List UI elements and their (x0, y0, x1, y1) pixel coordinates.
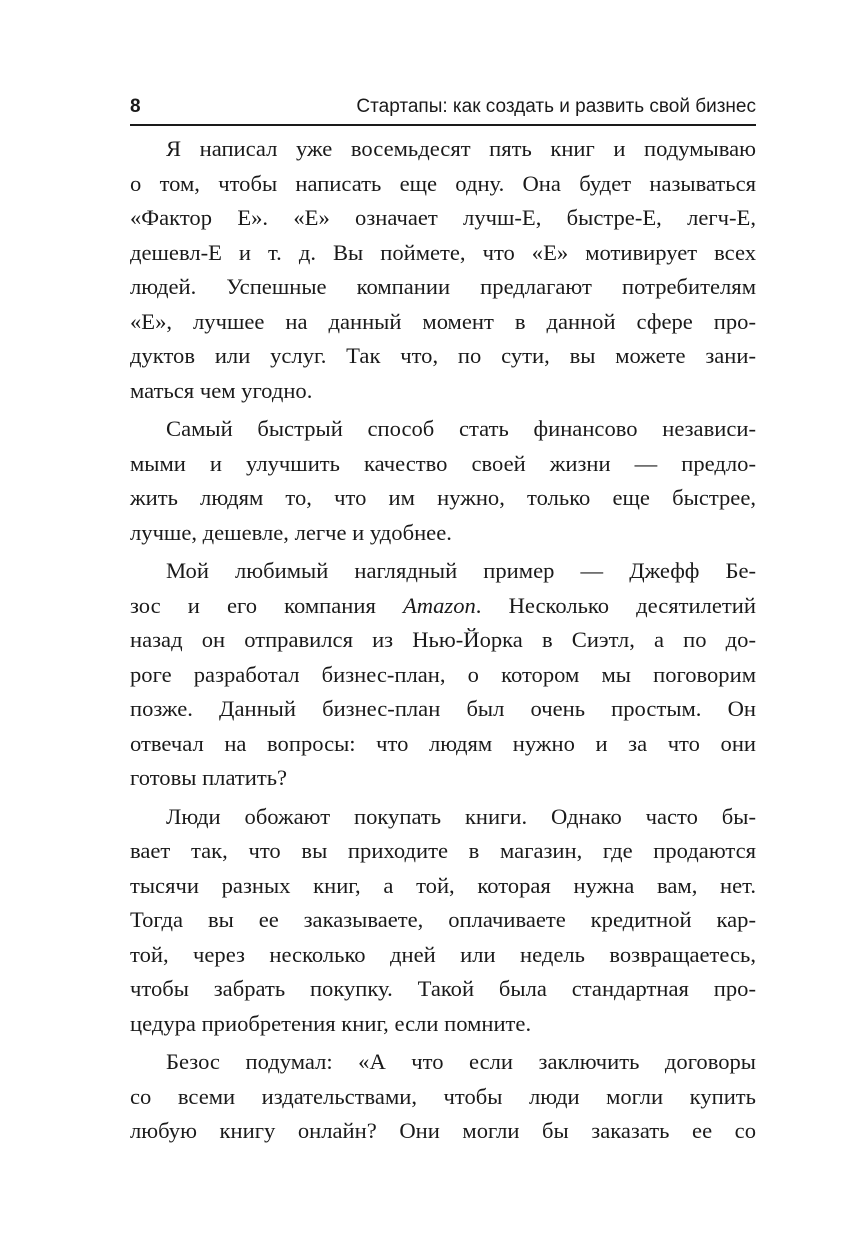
text-line: той, через несколько дней или недель возвращаетесь, (130, 941, 756, 967)
text-line: тысячи разных книг, а той, которая нужна вам, нет. (130, 872, 756, 898)
text-line: отвечал на вопросы: что людям нужно и за что они (130, 730, 756, 756)
paragraph (130, 554, 756, 796)
text-fragment: . Несколько десятилетий (475, 592, 756, 618)
page-header (130, 94, 756, 126)
text-line: цедура приобретения книг, если помните. (130, 1010, 532, 1036)
paragraph (130, 412, 756, 550)
text-line: вает так, что вы приходите в магазин, где продаются (130, 838, 756, 863)
text-line: роге разработал бизнес-план, о котором мы поговорим (130, 661, 756, 687)
text-line: людей. Успешные компании предлагают потребителям (130, 274, 756, 299)
company-name: Amazon (402, 592, 476, 618)
paragraph (130, 1045, 756, 1149)
text-line: Безос подумал: «А что если заключить договоры (166, 1049, 756, 1074)
text-line: Мой любимый наглядный пример — Джефф Бе- (166, 558, 756, 583)
text-line: маться чем угодно. (130, 377, 313, 403)
text-line: Самый быстрый способ стать финансово независи- (166, 416, 756, 441)
text-line: дуктов или услуг. Так что, по сути, вы можете зани- (130, 343, 756, 368)
text-line: «Фактор Е». «Е» означает лучш-Е, быстре-Е, легч-Е, (130, 205, 756, 230)
text-line: готовы платить? (130, 765, 288, 790)
text-line: дешевл-Е и т. д. Вы поймете, что «Е» мотивирует всех (130, 239, 756, 265)
text-line: позже. Данный бизнес-план был очень простым. Он (130, 696, 756, 721)
text-line: Я написал уже восемьдесят пять книг и подумываю (166, 136, 756, 161)
text-line: мыми и улучшить качество своей жизни — предло- (130, 450, 756, 476)
text-line: назад он отправился из Нью-Йорка в Сиэтл, а по до- (130, 627, 756, 652)
text-line: любую книгу онлайн? Они могли бы заказать ее со (130, 1118, 756, 1143)
running-title: Стартапы: как создать и развить свой бизнес (356, 96, 756, 117)
text-line: Тогда вы ее заказываете, оплачиваете кредитной кар- (130, 907, 756, 932)
text-line: Люди обожают покупать книги. Однако часто бы- (166, 803, 756, 829)
text-line: лучше, дешевле, легче и удобнее. (130, 519, 452, 545)
paragraph (130, 800, 756, 1042)
text-fragment: зос и его компания (130, 592, 376, 618)
text-line: «Е», лучшее на данный момент в данной сфере про- (130, 308, 756, 334)
page-number: 8 (130, 96, 141, 117)
text-line (130, 589, 756, 624)
paragraph (130, 132, 756, 408)
text-line: жить людям то, что им нужно, только еще быстрее, (130, 485, 756, 510)
text-line: о том, чтобы написать еще одну. Она будет называться (130, 170, 756, 196)
text-line: со всеми издательствами, чтобы люди могли купить (130, 1083, 756, 1109)
text-line: чтобы забрать покупку. Такой была стандартная про- (130, 976, 756, 1001)
body-text (130, 132, 756, 1149)
